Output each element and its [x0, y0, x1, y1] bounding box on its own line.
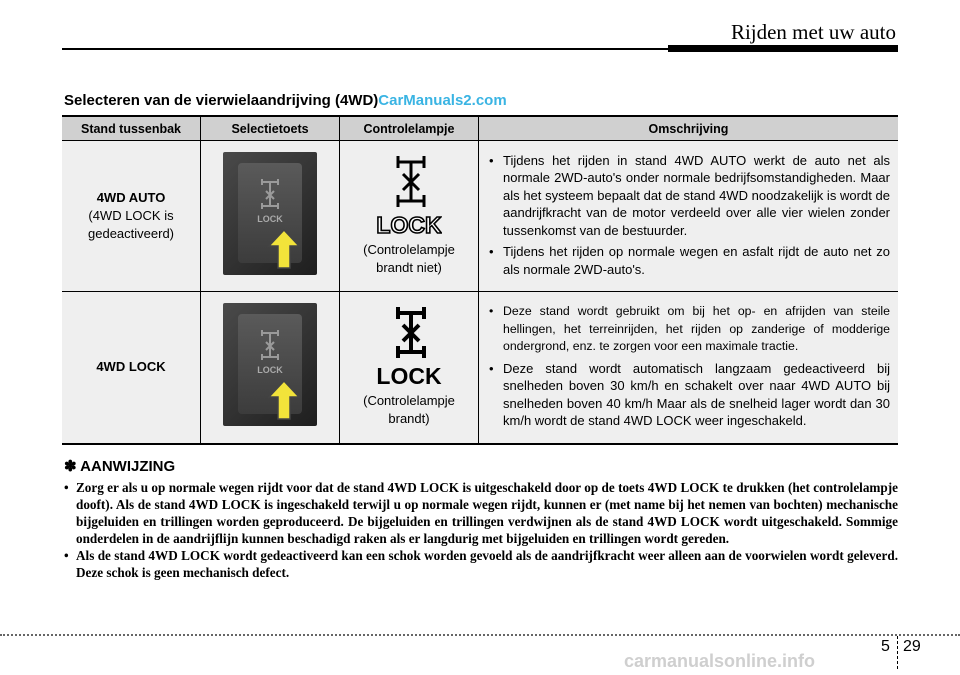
list-item: • Zorg er als u op normale wegen rijdt voor dat de stand 4WD LOCK is uitgeschakeld door op de toets 4WD LOCK te drukken (het controlelampje dooft). Als de stand 4WD LOCK is ingeschakeld terwijl u op normale wegen rijdt, kunnen er (met name bij het nemen van bochten) mechanische bijgeluiden en trillingen worden geproduceerd. De bijgeluiden en trillingen verdwijnen als de stand 4WD LOCK wordt uitgeschakeld. Sommige onderdelen in de aandrijflijn kunnen beschadigd raken als er langdurig met bijgeluiden en trillingen wordt gereden.	[62, 479, 898, 547]
4wd-lock-button-image	[223, 303, 317, 426]
button-lock-label: LOCK	[257, 365, 283, 376]
col-header-lampje: Controlelampje	[340, 116, 479, 141]
description-list	[489, 303, 890, 430]
up-arrow-icon	[267, 228, 301, 270]
footer-rule	[0, 634, 960, 636]
4wd-table	[62, 115, 898, 445]
footer-separator	[897, 636, 898, 669]
lamp-caption: (Controlelampje brandt)	[363, 393, 455, 427]
note-heading: ✽ AANWIJZING	[64, 458, 176, 475]
section-title	[64, 92, 507, 109]
lamp-cell	[340, 292, 479, 444]
mode-label: 4WD LOCK	[96, 359, 166, 375]
watermark-text: CarManuals2.com	[378, 92, 507, 109]
list-item: • Tijdens het rijden op normale wegen en asfalt rijdt de auto net zo als normale 2WD-auto's.	[489, 243, 890, 278]
list-item: • Tijdens het rijden in stand 4WD AUTO werkt de auto net als normale 2WD-auto's onder normale bedrijfsomstandigheden. Maar als het systeem bepaalt dat de stand 4WD noodzakelijk is wordt de aandrijfkracht van de motor verdeeld over alle vier wielen zonder tussenkomst van de bestuurder.	[489, 152, 890, 240]
up-arrow-icon	[267, 379, 301, 421]
list-item: • Deze stand wordt gebruikt om bij het op- en afrijden van steile hellingen, het terreinrijden, het rijden op zanderige of modderige ondergrond, enz. te zorgen voor een maximale tractie.	[489, 303, 890, 356]
4wd-lock-lamp-on-icon	[376, 306, 442, 386]
4wd-lock-button-image	[223, 152, 317, 275]
drivetrain-icon	[255, 329, 285, 365]
page-number: 29	[903, 638, 921, 655]
col-header-toets: Selectietoets	[201, 116, 340, 141]
table-row	[62, 292, 898, 444]
lamp-cell	[340, 141, 479, 292]
button-cell	[201, 292, 340, 444]
lamp-lock-text: LOCK	[376, 363, 442, 387]
chapter-number: 5	[881, 638, 890, 655]
description-cell	[479, 141, 899, 292]
drivetrain-icon	[255, 178, 285, 214]
button-lock-label: LOCK	[257, 214, 283, 224]
section-title-text: Selecteren van de vierwielaandrijving (4WD)	[64, 92, 379, 109]
header-bar	[668, 45, 898, 52]
list-item: • Deze stand wordt automatisch langzaam gedeactiveerd bij snelheden boven 30 km/h en schakelt over naar 4WD AUTO bij snelheden boven 40 km/h Maar als de snelheid lager wordt dan 30 km/h wordt de stand 4WD LOCK weer ingeschakeld.	[489, 360, 890, 430]
description-list	[489, 152, 890, 279]
description-cell	[479, 292, 899, 444]
header-title: Rijden met uw auto	[730, 20, 896, 44]
lamp-lock-text: LOCK	[376, 212, 442, 235]
table-row	[62, 141, 898, 292]
col-header-stand: Stand tussenbak	[62, 116, 201, 141]
4wd-lock-lamp-off-icon	[376, 155, 442, 235]
list-item: • Als de stand 4WD LOCK wordt gedeactiveerd kan een schok worden gevoeld als de aandrijfkracht weer alleen aan de voorwielen wordt geleverd. Deze schok is geen mechanisch defect.	[62, 547, 898, 581]
note-list	[62, 479, 898, 581]
mode-cell	[62, 141, 201, 292]
mode-label: 4WD AUTO	[96, 190, 166, 205]
footer-watermark: carmanualsonline.info	[624, 651, 816, 671]
button-cell	[201, 141, 340, 292]
mode-cell	[62, 292, 201, 444]
table-header-row	[62, 116, 898, 141]
col-header-omschrijving: Omschrijving	[479, 116, 899, 141]
lamp-caption: (Controlelampje brandt niet)	[363, 242, 455, 275]
mode-note: (4WD LOCK is gedeactiveerd)	[88, 208, 174, 241]
